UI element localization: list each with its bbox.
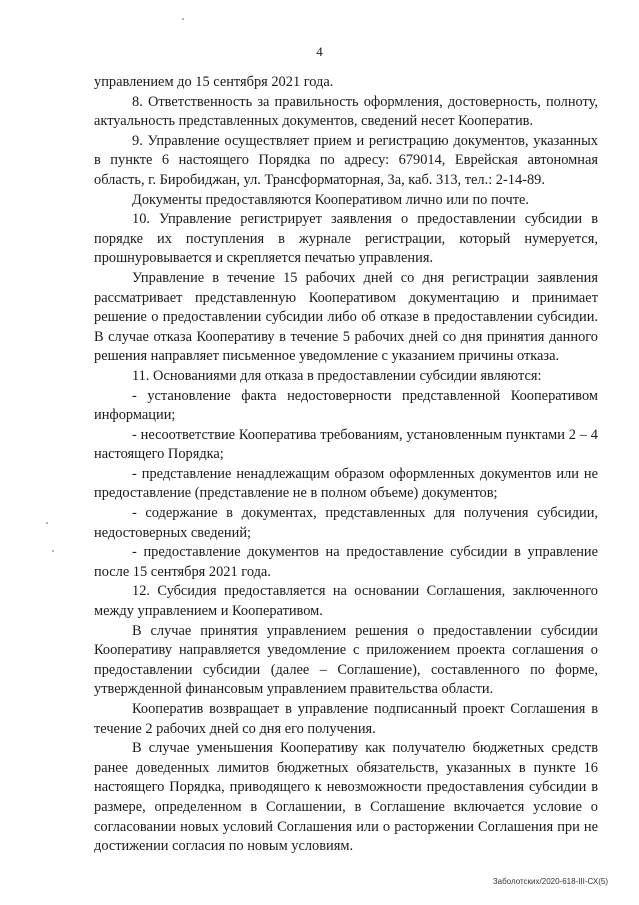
paragraph-agreement-return: Кооператив возвращает в управление подписанный проект Соглашения в течение 2 рабочих дней со дня его получения. [94, 701, 598, 737]
list-item-refusal-2: - несоответствие Кооператива требованиям, установленным пунктами 2 – 4 настоящего Порядка; [94, 426, 598, 463]
paragraph-agreement-notice: В случае принятия управлением решения о предоставлении субсидии Кооперативу направляется уведомление с приложением проекта соглашения о предоставлении субсидии (далее – Соглашение), составленного по форме, утвержденной финансовым управлением правительства области. [94, 622, 598, 698]
list-item-refusal-5: - предоставление документов на предоставление субсидии в управление после 15 сентября 2021 года. [94, 544, 598, 580]
scan-speck [46, 522, 48, 524]
paragraph-continuation: управлением до 15 сентября 2021 года. [94, 74, 334, 90]
paragraph-item-10: 10. Управление регистрирует заявления о предоставлении субсидии в порядке их поступления в журнале регистрации, который нумеруется, прошнуровывается и скрепляется печатью управления. [94, 211, 598, 267]
paragraph-item-11: 11. Основаниями для отказа в предоставлении субсидии являются: [132, 367, 542, 384]
list-item-refusal-4: - содержание в документах, представленных для получения субсидии, недостоверных сведений; [94, 505, 598, 541]
paragraph-limits-reduction: В случае уменьшения Кооперативу как получателю бюджетных средств ранее доведенных лимитов бюджетных обязательств, указанных в пункте 16 настоящего Порядка, приводящего к невозможности предоставления субсидии в размере, определенном в Соглашении, в Соглашение включается условие о согласовании новых условий Соглашения или о расторжении Соглашения при не достижении согласия по новым условиям. [94, 740, 598, 855]
paragraph-review-period: Управление в течение 15 рабочих дней со дня регистрации заявления рассматривает представленную Кооперативом документацию и принимает решение о предоставлении субсидии либо об отказе в предоставлении субсидии. В случае отказа Кооперативу в течение 5 рабочих дней со дня принятия данного решения направляет письменное уведомление с указанием причины отказа. [94, 269, 598, 365]
paragraph-documents-delivery: Документы предоставляются Кооперативом лично или по почте. [132, 191, 530, 208]
footer-document-code: Заболотских/2020-618-III-СХ(5) [492, 877, 608, 886]
page-number: 4 [316, 44, 323, 59]
scan-speck [52, 550, 54, 552]
paragraph-item-9: 9. Управление осуществляет прием и регистрацию документов, указанных в пункте 6 настоящего Порядка по адресу: 679014, Еврейская автономная область, г. Биробиджан, ул. Трансформаторная, 3а, каб. 313, тел.: 2-14-89. [94, 132, 598, 188]
list-item-refusal-1: - установление факта недостоверности представленной Кооперативом информации; [94, 387, 598, 424]
paragraph-item-12: 12. Субсидия предоставляется на основании Соглашения, заключенного между управлением и Кооперативом. [94, 583, 598, 620]
list-item-refusal-3: - представление ненадлежащим образом оформленных документов или не предоставление (представление не в полном объеме) документов; [94, 465, 598, 502]
scan-speck [182, 18, 184, 20]
document-body [94, 73, 598, 857]
paragraph-item-8: 8. Ответственность за правильность оформления, достоверность, полноту, актуальность представленных документов, сведений несет Кооператив. [94, 93, 598, 130]
